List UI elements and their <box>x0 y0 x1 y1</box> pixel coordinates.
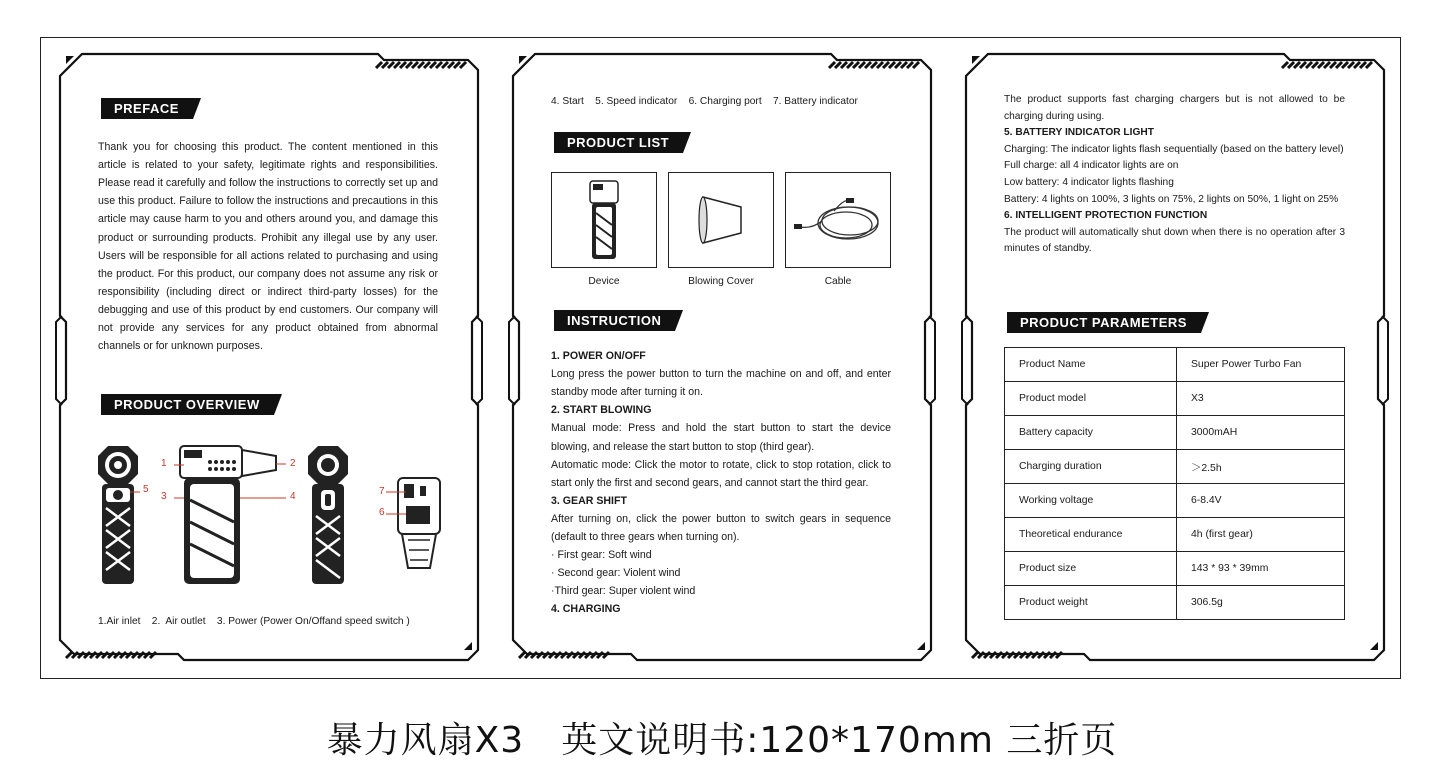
table-row <box>1005 416 1345 450</box>
instruction-heading: INSTRUCTION <box>551 310 675 331</box>
param-key: Product weight <box>1005 586 1177 620</box>
table-row <box>1005 586 1345 620</box>
callout-1: 1 <box>161 458 167 469</box>
charging-text: The product supports fast charging chargers but is not allowed to be charging during using. <box>1004 94 1345 122</box>
callout-5: 5 <box>143 484 149 495</box>
table-row <box>1005 552 1345 586</box>
preface-section <box>98 98 438 355</box>
gear-item: · Second gear: Violent wind <box>551 567 681 580</box>
param-value: X3 <box>1177 382 1345 416</box>
preface-heading: PREFACE <box>98 98 193 119</box>
low-battery-text: Low battery: 4 indicator lights flashing <box>1004 176 1174 188</box>
item-label-cable: Cable <box>824 276 852 287</box>
parameters-table <box>1004 347 1345 620</box>
cable-icon <box>786 173 890 267</box>
device-icon <box>552 173 656 267</box>
overview-legend-continued: 4. Start 5. Speed indicator 6. Charging port 7. Battery indicator <box>551 96 858 107</box>
table-row <box>1005 348 1345 382</box>
gear-item: · First gear: Soft wind <box>551 549 652 562</box>
param-value: ＞2.5h <box>1177 450 1345 484</box>
item-box-blowing-cover <box>668 172 774 268</box>
step-6-heading: 6. INTELLIGENT PROTECTION FUNCTION <box>1004 210 1208 222</box>
step-3-text: After turning on, click the power button to switch gears in sequence (default to three gears when turning on). <box>551 512 891 544</box>
item-box-cable <box>785 172 891 268</box>
footer-caption: 暴力风扇X3 英文说明书:120*170mm 三折页 <box>326 720 1118 761</box>
gear-item: ·Third gear: Super violent wind <box>551 585 696 598</box>
preface-text: Thank you for choosing this product. The content mentioned in this article is related to your safety, legitimate rights and responsibilities. Please read it carefully and follow the instructions to correctly set up and use this product. Failure to follow the instructions and precautions in this article may cause harm to you and others around you, and damage this product or surrounding products. Prohibit any illegal use by any user. Users will be responsible for all actions related to purchasing and using the product. For this product, our company does not assume any risk or responsibility (including direct or indirect third-party losses) for the debugging and use of this product by end customers. Our company will not provide any services for any product obtained from abnormal channels or for unknown purposes. <box>98 141 438 353</box>
param-value: 6-8.4V <box>1177 484 1345 518</box>
step-2-auto-text: Automatic mode: Click the motor to rotate, click to stop rotation, click to start only the first and second gears, and cannot start the third gear. <box>551 458 891 489</box>
param-value: 3000mAH <box>1177 416 1345 450</box>
device-front-view-icon <box>180 446 276 584</box>
step-5-text: Charging: The indicator lights flash sequentially (based on the battery level) <box>1004 143 1344 155</box>
step-1-text: Long press the power button to turn the machine on and off, and enter standby mode after turning it on. <box>551 368 891 399</box>
instruction-section <box>551 310 891 619</box>
table-row <box>1005 518 1345 552</box>
step-5-heading: 5. BATTERY INDICATOR LIGHT <box>1004 127 1154 139</box>
callout-6: 6 <box>379 507 385 518</box>
param-value: 4h (first gear) <box>1177 518 1345 552</box>
step-2-manual-text: Manual mode: Press and hold the start button to start the device blowing, and release the start button to stop (third gear). <box>551 422 891 453</box>
param-value: 306.5g <box>1177 586 1345 620</box>
item-label-device: Device <box>588 276 620 287</box>
step-1-heading: 1. POWER ON/OFF <box>551 350 646 363</box>
parameters-section <box>1004 312 1345 333</box>
overview-legend: 1.Air inlet 2. Air outlet 3. Power (Power On/Offand speed switch ) <box>98 616 410 627</box>
parameters-heading: PRODUCT PARAMETERS <box>1004 312 1201 333</box>
product-list-section <box>551 132 891 153</box>
battery-levels-text: Battery: 4 lights on 100%, 3 lights on 75%, 2 lights on 50%, 1 light on 25% <box>1004 193 1339 205</box>
device-side-view-icon <box>98 446 138 584</box>
overview-section <box>98 394 438 415</box>
overview-heading: PRODUCT OVERVIEW <box>98 394 274 415</box>
table-row <box>1005 484 1345 518</box>
product-list-heading: PRODUCT LIST <box>551 132 683 153</box>
table-row <box>1005 450 1345 484</box>
param-key: Battery capacity <box>1005 416 1177 450</box>
callout-4: 4 <box>290 491 296 502</box>
param-key: Working voltage <box>1005 484 1177 518</box>
callout-7: 7 <box>379 486 385 497</box>
nozzle-icon <box>669 173 773 267</box>
param-value: 143 * 93 * 39mm <box>1177 552 1345 586</box>
param-value: Super Power Turbo Fan <box>1177 348 1345 382</box>
param-key: Charging duration <box>1005 450 1177 484</box>
device-back-view-icon <box>308 446 348 584</box>
param-key: Product Name <box>1005 348 1177 382</box>
callout-3: 3 <box>161 491 167 502</box>
product-overview-diagram <box>90 440 450 590</box>
full-charge-text: Full charge: all 4 indicator lights are on <box>1004 160 1179 172</box>
param-key: Theoretical endurance <box>1005 518 1177 552</box>
param-key: Product model <box>1005 382 1177 416</box>
item-box-device <box>551 172 657 268</box>
step-3-heading: 3. GEAR SHIFT <box>551 494 627 507</box>
table-row <box>1005 382 1345 416</box>
callout-2: 2 <box>290 458 296 469</box>
step-2-heading: 2. START BLOWING <box>551 404 652 417</box>
param-key: Product size <box>1005 552 1177 586</box>
item-label-blowing-cover: Blowing Cover <box>688 276 754 287</box>
step-6-text: The product will automatically shut down when there is no operation after 3 minutes of standby. <box>1004 226 1345 255</box>
step-4-heading: 4. CHARGING <box>551 603 621 616</box>
charging-and-battery-section <box>1004 92 1345 258</box>
